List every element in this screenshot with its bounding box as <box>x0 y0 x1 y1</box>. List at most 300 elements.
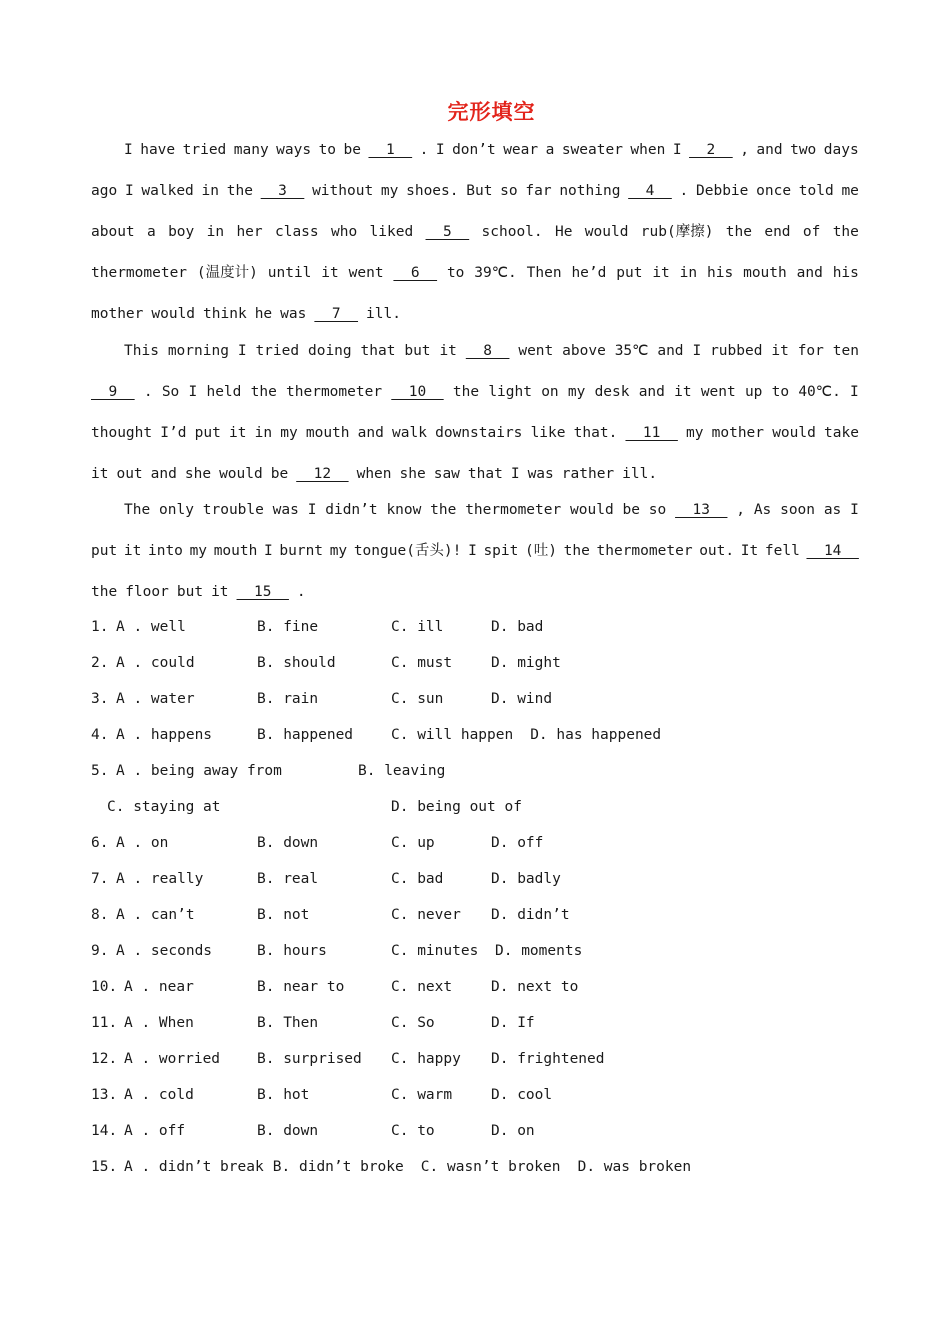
passage-word: up <box>744 384 763 400</box>
passage-word: it <box>674 384 692 400</box>
passage-word: fell <box>764 543 800 559</box>
passage-word: I <box>264 543 273 559</box>
passage-word: desk <box>594 384 630 400</box>
passage-word: spit <box>483 543 519 559</box>
question-number: 11. <box>91 1015 118 1031</box>
answer-option: A . near <box>124 979 194 995</box>
passage-word: mouth <box>213 543 258 559</box>
passage-word: on <box>541 384 559 400</box>
passage-word: to <box>446 265 465 281</box>
answer-blank: 2 <box>689 142 733 158</box>
passage-word: rather <box>561 466 615 482</box>
passage-word: ill. <box>366 306 401 322</box>
passage-word: her <box>236 224 263 240</box>
passage-word: in <box>206 224 225 240</box>
passage-word: tried <box>255 343 300 359</box>
question-number: 9. <box>91 943 109 959</box>
passage-line <box>91 466 859 507</box>
passage-word: ill. <box>622 466 658 482</box>
passage-word: (吐) <box>525 543 557 559</box>
passage-word: mouth <box>743 265 787 281</box>
question-row <box>91 943 871 979</box>
passage-word: tried <box>182 142 227 158</box>
passage-word: until <box>267 265 312 281</box>
answer-option: A . didn’t break <box>124 1159 264 1175</box>
question-number: 14. <box>91 1123 118 1139</box>
answer-option: B. happened <box>257 727 354 743</box>
passage-word: went <box>348 265 384 281</box>
question-row <box>91 619 871 655</box>
passage-word: Debbie <box>696 183 749 199</box>
passage-word: would <box>584 224 629 240</box>
passage-word: Then <box>526 265 562 281</box>
passage-word: it <box>439 343 457 359</box>
passage-word: that <box>360 343 396 359</box>
passage-word: mouth <box>305 425 350 441</box>
answer-option: C. next <box>391 979 453 995</box>
passage-word: that <box>467 466 503 482</box>
answer-option: B. didn’t broke <box>272 1159 404 1175</box>
passage-word: the <box>430 502 457 518</box>
passage-word: rub(摩擦) <box>640 224 714 240</box>
passage-word: So <box>161 384 180 400</box>
answer-blank: 8 <box>465 343 510 359</box>
question-row <box>91 835 871 871</box>
question-row <box>91 763 871 799</box>
passage-word: class <box>274 224 319 240</box>
passage-word: for <box>797 343 824 359</box>
question-number: 5. <box>91 763 109 779</box>
answer-option: C. to <box>391 1123 435 1139</box>
passage-word: floor <box>125 584 169 600</box>
answer-option: B. hours <box>257 943 327 959</box>
question-row <box>91 1159 871 1195</box>
passage-word: the <box>725 224 752 240</box>
passage-word: I <box>307 502 317 518</box>
passage-word: thermometer <box>596 543 693 559</box>
passage-word: be <box>343 142 361 158</box>
passage-word: as <box>823 502 842 518</box>
passage-word: The <box>124 502 151 518</box>
passage-word: I <box>510 466 520 482</box>
passage-word: I <box>188 384 198 400</box>
answer-option: B. leaving <box>358 763 446 779</box>
passage-word: He <box>554 224 573 240</box>
question-row <box>91 655 871 691</box>
passage-line <box>91 343 859 384</box>
passage-word: about <box>91 224 135 240</box>
answer-option: B. hot <box>257 1087 310 1103</box>
passage-word: but <box>176 584 204 600</box>
passage-word: far <box>525 183 552 199</box>
passage-word: my <box>189 543 208 559</box>
answer-option: D. might <box>491 655 561 671</box>
passage-word: of <box>802 224 821 240</box>
answer-option: D. moments <box>495 943 583 959</box>
answer-option: D. next to <box>491 979 579 995</box>
answer-option: B. Then <box>257 1015 319 1031</box>
passage-word: he’d <box>571 265 607 281</box>
passage-word: take <box>824 425 859 441</box>
passage-word: be <box>622 502 640 518</box>
passage-word: soon <box>780 502 816 518</box>
page-title: 完形填空 <box>447 100 536 124</box>
answer-option: B. not <box>257 907 310 923</box>
answer-option: D. frightened <box>491 1051 605 1067</box>
passage-line <box>91 384 859 425</box>
answer-option: D. being out of <box>391 799 522 815</box>
passage-word: trouble <box>202 502 264 518</box>
answer-option: D. on <box>491 1123 535 1139</box>
passage-word: so <box>500 183 518 199</box>
passage-word: held <box>206 384 242 400</box>
passage-word: would <box>219 466 263 482</box>
passage-word: walk <box>392 425 427 441</box>
passage-word: sweater <box>561 142 623 158</box>
passage-word: in <box>679 265 698 281</box>
answer-option: A . being away from <box>116 763 282 779</box>
passage-word: I <box>124 142 133 158</box>
passage-word: liked <box>369 224 414 240</box>
passage-word: have <box>140 142 176 158</box>
question-number: 13. <box>91 1087 118 1103</box>
passage-word: without <box>312 183 374 199</box>
passage-word: know <box>386 502 422 518</box>
passage-word: once <box>756 183 792 199</box>
answer-option: D. was broken <box>577 1159 692 1175</box>
answer-option: D. didn’t <box>491 907 570 923</box>
passage-word: mother <box>91 306 144 322</box>
answer-blank: 5 <box>425 224 470 240</box>
passage-word: walked <box>141 183 194 199</box>
passage-line <box>91 425 859 466</box>
passage-word: I <box>124 183 134 199</box>
answer-option: A . When <box>124 1015 194 1031</box>
passage-word: put <box>91 543 118 559</box>
passage-word: that. <box>573 425 618 441</box>
passage-word: and <box>638 384 665 400</box>
question-number: 1. <box>91 619 109 635</box>
answer-option: C. staying at <box>107 799 221 815</box>
answer-blank: 4 <box>628 183 672 199</box>
passage-word: I’d <box>160 425 187 441</box>
question-number: 2. <box>91 655 109 671</box>
passage-word: it <box>91 466 109 482</box>
passage-word: , <box>736 502 745 518</box>
answer-option: C. sun <box>391 691 444 707</box>
passage-word: it <box>211 584 229 600</box>
passage-word: I <box>850 384 859 400</box>
passage-word: when <box>630 142 666 158</box>
passage-word: my <box>686 425 704 441</box>
passage-word: downstairs <box>435 425 523 441</box>
passage-word: nothing <box>559 183 621 199</box>
passage-word: it <box>321 265 339 281</box>
passage-word: it <box>123 543 142 559</box>
passage-word: it <box>228 425 247 441</box>
answer-option: D. If <box>491 1015 535 1031</box>
answer-option: B. should <box>257 655 336 671</box>
answer-option: B. fine <box>257 619 319 635</box>
question-number: 6. <box>91 835 109 851</box>
passage-word: I <box>237 343 247 359</box>
answer-option: C. minutes <box>391 943 479 959</box>
passage-word: many <box>233 142 269 158</box>
passage-word: the <box>250 384 277 400</box>
answer-blank: 13 <box>675 502 728 518</box>
answer-option: C. will happen <box>391 727 514 743</box>
passage-word: the <box>563 543 590 559</box>
answer-blank: 9 <box>91 384 135 400</box>
passage-line <box>91 502 859 543</box>
question-number: 15. <box>91 1159 118 1175</box>
passage-word: his <box>832 265 859 281</box>
passage-word: and <box>756 142 783 158</box>
answer-option: B. surprised <box>257 1051 362 1067</box>
answer-option: A . seconds <box>116 943 213 959</box>
passage-word: the <box>226 183 253 199</box>
passage-word: 40℃. <box>798 384 841 400</box>
question-row <box>91 1015 871 1051</box>
answer-option: B. down <box>257 835 319 851</box>
passage-word: and <box>357 425 384 441</box>
passage-word: boy <box>168 224 195 240</box>
passage-word: end <box>764 224 791 240</box>
passage-line <box>91 265 859 306</box>
passage-word: the <box>452 384 480 400</box>
passage-word: and <box>796 265 823 281</box>
passage-word: ten <box>832 343 859 359</box>
passage-word: thermometer <box>286 384 383 400</box>
passage-paragraph-3 <box>91 502 859 625</box>
question-row <box>91 1087 871 1123</box>
answer-blank: 6 <box>393 265 438 281</box>
passage-word: who <box>330 224 358 240</box>
answer-option: B. real <box>257 871 319 887</box>
answer-blank: 10 <box>391 384 444 400</box>
passage-word: I <box>468 543 477 559</box>
passage-word: thermometer <box>465 502 562 518</box>
passage-word: This <box>124 343 159 359</box>
answer-option: A . happens <box>116 727 213 743</box>
answer-blank: 15 <box>236 584 289 600</box>
passage-word: my <box>567 384 586 400</box>
passage-line <box>91 543 859 584</box>
passage-word: went <box>700 384 736 400</box>
answer-option: A . worried <box>124 1051 221 1067</box>
passage-word: 35℃ <box>614 343 649 359</box>
passage-word: I <box>435 142 445 158</box>
answer-option: C. warm <box>391 1087 453 1103</box>
passage-word: thermometer <box>91 265 188 281</box>
passage-word: morning <box>167 343 229 359</box>
answer-option: B. rain <box>257 691 319 707</box>
passage-word: she <box>184 466 212 482</box>
passage-word: ago <box>91 183 118 199</box>
passage-word: in <box>254 425 273 441</box>
question-row <box>91 1123 871 1159</box>
passage-word: out <box>116 466 143 482</box>
passage-word: school. <box>481 224 543 240</box>
passage-word: would <box>570 502 614 518</box>
passage-word: don’t <box>452 142 496 158</box>
passage-word: but <box>404 343 431 359</box>
passage-word: . <box>143 384 153 400</box>
passage-word: mother <box>711 425 765 441</box>
question-number: 4. <box>91 727 109 743</box>
passage-word: my <box>380 183 399 199</box>
passage-word: it <box>771 343 789 359</box>
passage-word: saw <box>433 466 460 482</box>
answer-option: A . off <box>124 1123 186 1139</box>
answer-option: B. down <box>257 1123 319 1139</box>
passage-word: 39℃. <box>474 265 517 281</box>
answer-option: A . water <box>116 691 195 707</box>
passage-word: he <box>254 306 273 322</box>
passage-word: it <box>652 265 670 281</box>
passage-word: wear <box>503 142 539 158</box>
question-number: 12. <box>91 1051 118 1067</box>
passage-word: the <box>832 224 859 240</box>
question-row <box>91 871 871 907</box>
passage-word: tongue(舌头)! <box>353 543 462 559</box>
passage-line <box>91 142 859 183</box>
passage-word: thought <box>91 425 153 441</box>
passage-paragraph-1 <box>91 142 859 347</box>
passage-word: and <box>657 343 684 359</box>
question-row <box>91 691 871 727</box>
answer-option: A . on <box>116 835 169 851</box>
passage-word: days <box>823 142 859 158</box>
passage-word: would <box>772 425 816 441</box>
answer-option: C. So <box>391 1015 435 1031</box>
passage-word: be <box>270 466 289 482</box>
answer-option: C. up <box>391 835 435 851</box>
answer-option: C. happy <box>391 1051 461 1067</box>
passage-word: a <box>545 142 555 158</box>
passage-word: . <box>419 142 429 158</box>
answer-option: D. has happened <box>530 727 662 743</box>
question-row <box>91 799 871 835</box>
passage-word: would <box>151 306 196 322</box>
passage-word: so <box>648 502 667 518</box>
answer-blank: 7 <box>314 306 359 322</box>
passage-word: But <box>466 183 493 199</box>
passage-word: his <box>707 265 734 281</box>
answer-option: A . well <box>116 619 186 635</box>
passage-word: out. <box>699 543 735 559</box>
passage-word: . <box>296 584 306 600</box>
passage-word: was <box>280 306 307 322</box>
passage-word: I <box>850 502 859 518</box>
passage-word: It <box>740 543 759 559</box>
question-number: 7. <box>91 871 109 887</box>
answer-option: D. off <box>491 835 544 851</box>
question-row <box>91 979 871 1015</box>
passage-word: she <box>399 466 426 482</box>
answer-blank: 3 <box>260 183 305 199</box>
answer-option: A . really <box>116 871 204 887</box>
passage-word: light <box>488 384 532 400</box>
passage-word: my <box>280 425 298 441</box>
passage-word: burnt <box>279 543 324 559</box>
passage-paragraph-2 <box>91 343 859 507</box>
passage-word: , <box>740 142 749 158</box>
passage-word: a <box>147 224 156 240</box>
passage-word: rubbed <box>710 343 763 359</box>
answer-option: A . can’t <box>116 907 195 923</box>
passage-word: only <box>159 502 194 518</box>
answer-option: C. ill <box>391 619 444 635</box>
passage-word: was <box>527 466 554 482</box>
answer-option: C. never <box>391 907 461 923</box>
question-number: 3. <box>91 691 109 707</box>
passage-line <box>91 224 859 265</box>
passage-word: . <box>679 183 689 199</box>
passage-word: ways <box>276 142 312 158</box>
question-row <box>91 1051 871 1087</box>
passage-word: when <box>356 466 392 482</box>
answer-option: B. near to <box>257 979 345 995</box>
question-number: 10. <box>91 979 118 995</box>
passage-word: my <box>329 543 348 559</box>
passage-word: doing <box>307 343 352 359</box>
passage-word: I <box>672 142 682 158</box>
question-row <box>91 727 871 763</box>
answer-option: D. wind <box>491 691 553 707</box>
answer-option: A . could <box>116 655 195 671</box>
question-list <box>91 619 871 1195</box>
answer-option: D. cool <box>491 1087 553 1103</box>
passage-word: (温度计) <box>196 265 258 281</box>
passage-word: and <box>150 466 177 482</box>
passage-word: above <box>562 343 606 359</box>
passage-word: told <box>798 183 834 199</box>
passage-word: went <box>518 343 554 359</box>
passage-word: was <box>272 502 299 518</box>
question-number: 8. <box>91 907 109 923</box>
answer-option: D. bad <box>491 619 544 635</box>
answer-blank: 11 <box>625 425 678 441</box>
passage-word: think <box>203 306 247 322</box>
passage-word: I <box>692 343 702 359</box>
question-row <box>91 907 871 943</box>
answer-option: C. wasn’t broken <box>420 1159 561 1175</box>
answer-option: C. must <box>391 655 453 671</box>
answer-blank: 12 <box>296 466 349 482</box>
passage-word: put <box>616 265 643 281</box>
passage-word: to <box>771 384 790 400</box>
answer-option: A . cold <box>124 1087 194 1103</box>
answer-blank: 1 <box>368 142 413 158</box>
passage-line <box>91 183 859 224</box>
passage-word: into <box>147 543 183 559</box>
passage-word: shoes. <box>406 183 459 199</box>
passage-word: like <box>530 425 566 441</box>
passage-word: two <box>790 142 817 158</box>
answer-option: C. bad <box>391 871 444 887</box>
passage-word: As <box>753 502 772 518</box>
passage-word: put <box>194 425 221 441</box>
passage-word: in <box>201 183 219 199</box>
answer-blank: 14 <box>806 543 859 559</box>
passage-word: me <box>841 183 859 199</box>
passage-word: didn’t <box>325 502 378 518</box>
answer-option: D. badly <box>491 871 561 887</box>
passage-word: the <box>91 584 118 600</box>
passage-line <box>91 306 859 347</box>
passage-word: to <box>318 142 337 158</box>
